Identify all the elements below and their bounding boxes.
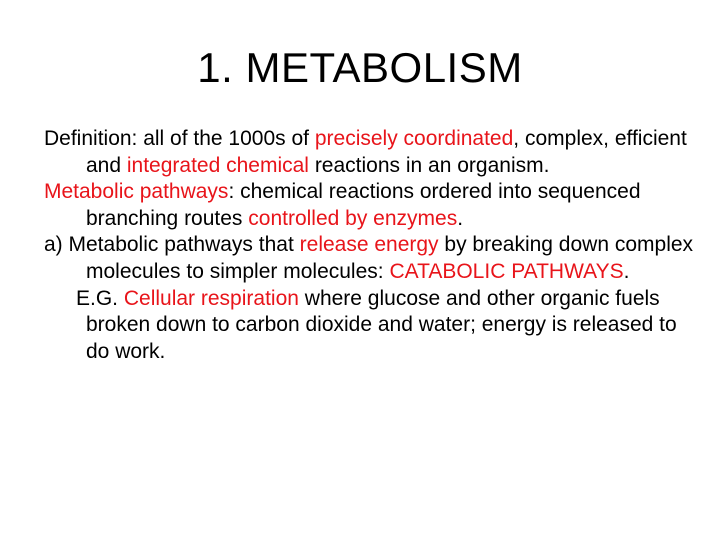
definition-text-1: Definition: all of the 1000s of <box>44 127 315 150</box>
pathways-text-2: . <box>457 206 464 230</box>
highlight-metabolic-pathways: Metabolic pathways <box>44 180 229 204</box>
pathways-text-1: : chemical reactions ordered into sequenced branching routes <box>86 180 641 230</box>
highlight-release-energy: release energy <box>299 233 439 257</box>
definition-text-2: , complex, efficient and <box>86 127 687 177</box>
catabolic-text-3: . <box>623 259 630 283</box>
highlight-catabolic-pathways: CATABOLIC PATHWAYS <box>389 259 624 283</box>
definition-text-3: reactions in an organism. <box>308 153 550 177</box>
catabolic-text-1: a) Metabolic pathways that <box>44 233 300 257</box>
highlight-precisely-coordinated: precisely coordinated <box>314 127 514 150</box>
example-text-2: where glucose and other organic fuels broken down to carbon dioxide and water; energy is released to do work. <box>86 286 677 363</box>
definition-paragraph <box>44 126 704 179</box>
example-paragraph <box>44 286 704 366</box>
example-text-1: E.G. <box>76 286 124 310</box>
metabolic-pathways-paragraph <box>44 179 704 232</box>
catabolic-text-2: by breaking down complex molecules to simpler molecules: <box>86 233 694 283</box>
highlight-integrated-chemical: integrated chemical <box>126 153 309 177</box>
slide-body <box>44 126 704 365</box>
slide-title: 1. METABOLISM <box>197 44 523 91</box>
highlight-cellular-respiration: Cellular respiration <box>123 286 299 310</box>
highlight-controlled-by-enzymes: controlled by enzymes <box>248 206 458 230</box>
catabolic-paragraph <box>44 232 704 285</box>
